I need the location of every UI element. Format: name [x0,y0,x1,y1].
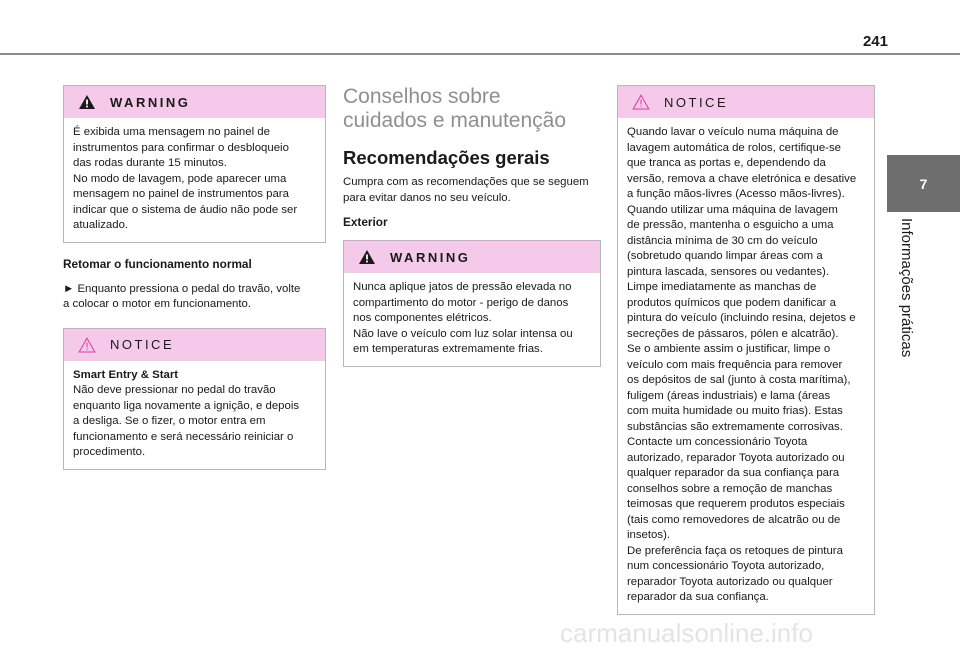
header-rule [0,53,960,55]
notice-heading: Smart Entry & Start [73,368,179,381]
warning-title: WARNING [110,94,191,110]
notice-line: De preferência faça os retoques de pintura [627,544,843,557]
notice-line: funcionamento e será necessário reiniciar o [73,430,294,443]
warning-box [343,240,601,367]
notice-line: procedimento. [73,446,146,458]
notice-line: qualquer reparador da sua confiança para [627,467,840,479]
notice-line: distância mínima de 30 cm do veículo [627,234,818,247]
notice-line: reparador da sua confiança. [627,591,769,603]
notice-icon [632,94,650,110]
warning-line: das rodas durante 15 minutos. [73,157,227,169]
notice-line: insetos). [627,529,671,541]
notice-line: veículo com mais frequência para remover [627,358,843,371]
section-title-line: cuidados e manutenção [343,109,566,132]
warning-line: É exibida uma mensagem no painel de [73,126,270,138]
warning-header [64,86,325,118]
notice-line: reparador Toyota autorizado ou qualquer [627,575,833,588]
notice-line: Quando utilizar uma máquina de lavagem [627,203,838,216]
notice-line: Se o ambiente assim o justificar, limpe o [627,343,831,355]
notice-line: num concessionário Toyota autorizado, [627,560,825,572]
notice-header [618,86,874,118]
chapter-label: Informações práticas [898,218,915,358]
notice-title: NOTICE [664,94,729,110]
notice-line: (tais como removedores de alcatrão ou de [627,513,841,526]
watermark: carmanualsonline.info [560,618,813,648]
column-middle [343,85,601,367]
warning-line: nos componentes elétricos. [353,312,492,324]
chapter-number: 7 [919,175,928,192]
resume-line: ► Enquanto pressiona o pedal do travão, volte [63,282,301,295]
notice-line: de pressão, mantenha o esguicho a uma [627,219,834,231]
warning-line: em temperaturas extremamente frias. [353,343,543,355]
warning-body [344,273,600,366]
notice-box [63,328,326,470]
notice-line: Não deve pressionar no pedal do travão [73,384,276,396]
notice-line: pintura do veículo (incluindo resina, dejetos e [627,312,856,324]
notice-line: produtos químicos que podem danificar a [627,296,836,309]
notice-line: teimosas que requerem produtos especiais [627,498,845,510]
notice-header [64,329,325,361]
notice-line: fuligem (áreas industriais) e lama (áreas [627,389,831,402]
notice-line: Contacte um concessionário Toyota [627,436,808,448]
warning-header [344,241,600,273]
notice-body [64,361,325,469]
column-left [63,85,326,470]
notice-line: a função mãos-livres (Acesso mãos-livres). [627,188,845,200]
notice-line: substâncias são extremamente corrosivas. [627,420,843,433]
notice-line: com muita humidade ou muito frias). Estas [627,405,843,417]
warning-line: No modo de lavagem, pode aparecer uma [73,172,287,185]
notice-line: autorizado, reparador Toyota autorizado ou [627,451,845,464]
notice-line: Limpe imediatamente as manchas de [627,281,817,293]
notice-line: a desliga. Se o fizer, o motor entra em [73,415,266,427]
warning-line: compartimento do motor - perigo de danos [353,296,569,309]
intro-text [343,175,601,206]
intro-line: Cumpra com as recomendações que se seguem [343,176,589,188]
notice-line: Quando lavar o veículo numa máquina de [627,126,839,138]
notice-line: enquanto liga novamente a ignição, e depois [73,399,300,412]
notice-line: que tranca as portas e, dependendo da [627,157,826,169]
exterior-heading: Exterior [343,215,388,229]
warning-icon [78,94,96,110]
notice-line: (sobretudo quando limpar áreas com a [627,250,823,262]
column-right [617,85,875,615]
warning-line: mensagem no painel de instrumentos para [73,188,289,200]
warning-line: Não lave o veículo com luz solar intensa ou [353,327,573,340]
warning-box [63,85,326,243]
subsection-title: Recomendações gerais [343,147,550,168]
resume-heading: Retomar o funcionamento normal [63,256,252,271]
notice-body [618,118,874,614]
section-title [343,85,601,133]
notice-line: lavagem automática de rolos, certifique-se [627,141,841,154]
notice-line: conselhos sobre a remoção de manchas [627,482,833,495]
warning-body [64,118,325,242]
notice-icon [78,337,96,353]
notice-title: NOTICE [110,337,175,352]
notice-line: os depósitos de sal (junto à costa marítima), [627,374,851,386]
notice-line: secreções de pássaros, pólen e alcatrão). [627,327,839,340]
section-title-line: Conselhos sobre [343,85,501,108]
warning-icon [358,249,376,265]
resume-text [63,282,326,313]
notice-box [617,85,875,615]
warning-line: indicar que o sistema de áudio não pode ser [73,203,298,216]
warning-line: instrumentos para confirmar o desbloqueio [73,141,289,154]
notice-line: versão, remova a chave eletrónica e desative [627,172,857,185]
warning-title: WARNING [390,249,471,265]
page-number: 241 [862,33,888,50]
warning-line: atualizado. [73,219,129,231]
chapter-tab[interactable] [887,155,960,212]
notice-line: pintura lascada, sensores ou vedantes). [627,265,829,278]
intro-line: para evitar danos no seu veículo. [343,191,511,204]
warning-line: Nunca aplique jatos de pressão elevada no [353,281,572,293]
resume-line: a colocar o motor em funcionamento. [63,298,252,310]
